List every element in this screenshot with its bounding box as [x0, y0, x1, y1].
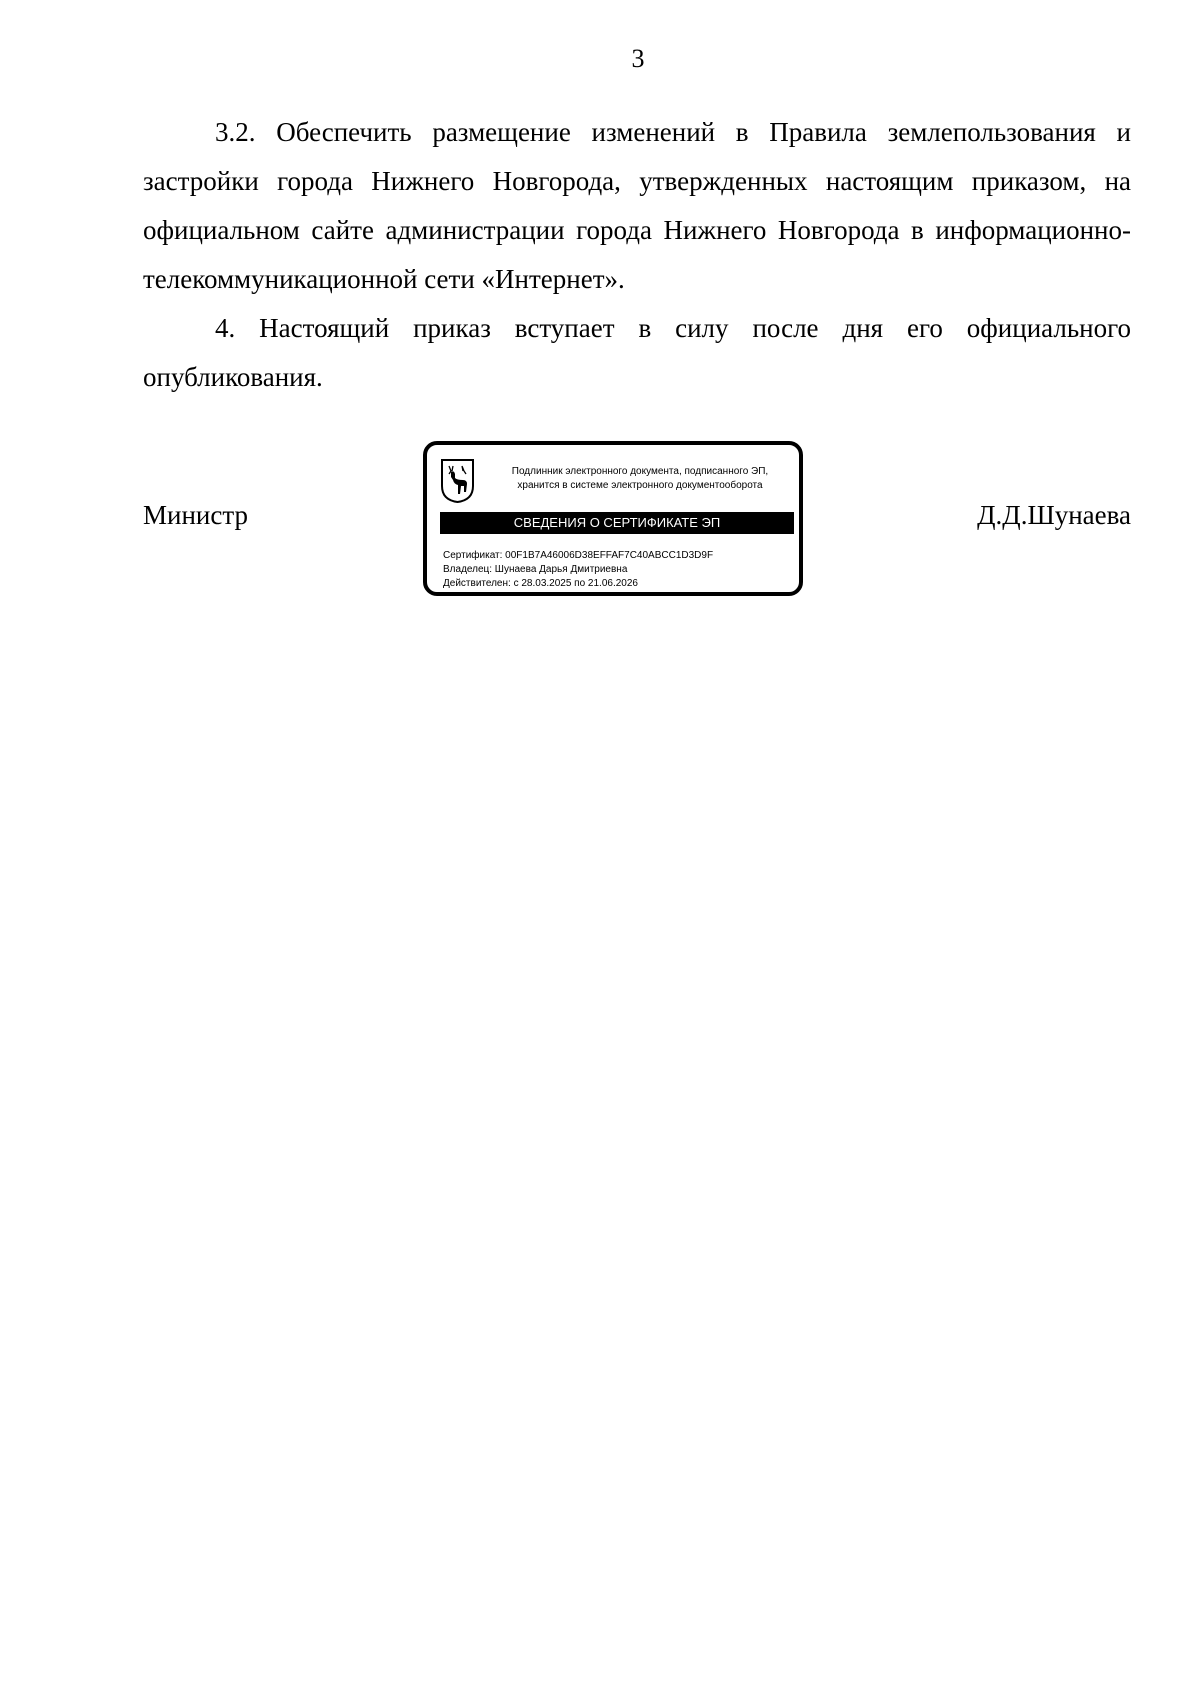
certificate-serial: Сертификат: 00F1B7A46006D38EFFAF7C40ABCC1D3D9F	[443, 550, 714, 561]
signatory-position: Министр	[143, 500, 248, 530]
electronic-signature-stamp	[423, 441, 803, 596]
document-body	[143, 108, 1131, 402]
certificate-validity: Действителен: с 28.03.2025 по 21.06.2026	[443, 578, 638, 589]
stamp-note-line-1: Подлинник электронного документа, подписанного ЭП,	[511, 466, 769, 477]
signatory-name: Д.Д.Шунаева	[977, 500, 1131, 530]
certificate-info-banner: СВЕДЕНИЯ О СЕРТИФИКАТЕ ЭП	[440, 512, 794, 534]
paragraph-4: 4. Настоящий приказ вступает в силу после дня его официального опубликования.	[143, 313, 1131, 392]
stamp-note-line-2: хранится в системе электронного документооборота	[517, 480, 763, 491]
certificate-owner: Владелец: Шунаева Дарья Дмитриевна	[443, 564, 628, 575]
paragraph-3-2: 3.2. Обеспечить размещение изменений в Правила землепользования и застройки города Нижнего Новгорода, утвержденных настоящим приказом, на официальном сайте администрации города Нижнего Новгорода в информационно-телекоммуникационной сети «Интернет».	[143, 117, 1131, 294]
coat-of-arms-icon	[440, 458, 475, 504]
certificate-details	[443, 549, 713, 591]
page-number: 3	[631, 44, 645, 73]
stamp-note	[485, 465, 795, 493]
